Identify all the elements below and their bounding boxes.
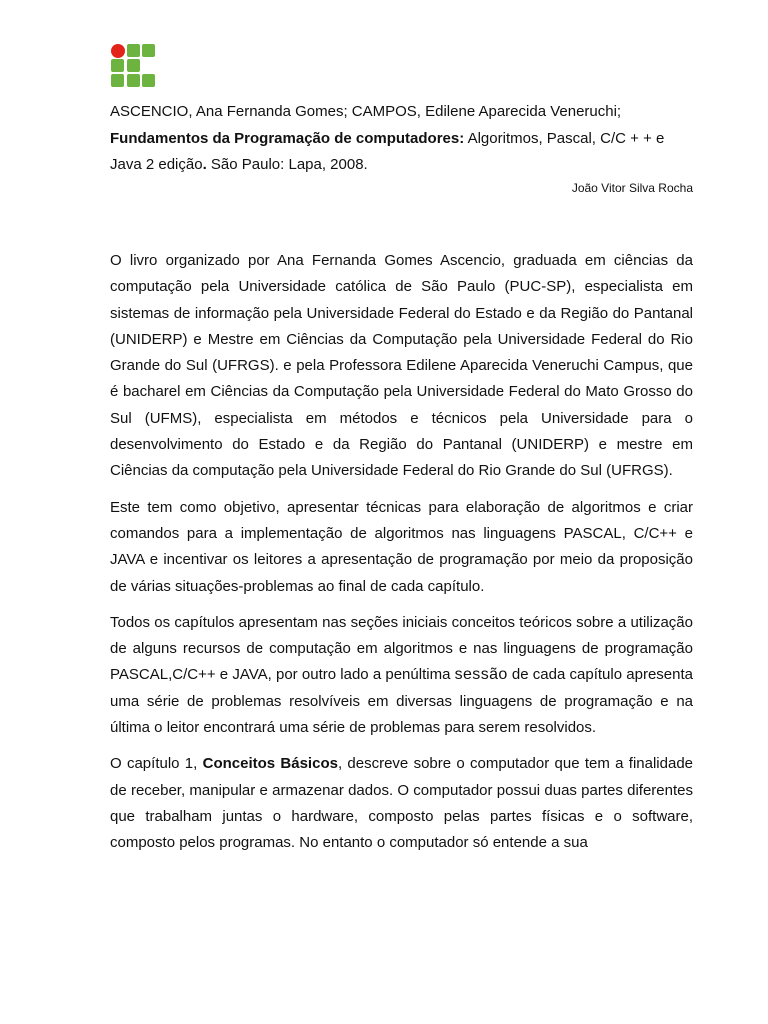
- reference-title: [110, 125, 694, 152]
- reference-subtitle: Algoritmos, Pascal, C/C + + e: [464, 130, 665, 147]
- reference-publisher: São Paulo: Lapa, 2008.: [206, 156, 368, 173]
- paragraph-2: Este tem como objetivo, apresentar técnicas para elaboração de algoritmos e criar comandos para a implementação de algoritmos nas linguagens PASCAL, C/C++ e JAVA e incentivar os leitores a apresentação de programação por meio da proposição de várias situações-problemas ao final de cada capítulo.: [110, 498, 693, 595]
- logo-red-circle: [111, 44, 125, 58]
- logo-cell: [127, 44, 140, 57]
- paragraph-4-text-c: , descreve sobre o computador que tem a finalidade de receber, manipular e armazenar dados. O computador possui duas partes diferentes que trabalham juntas o hardware, composto pelas partes físicas e o software, composto pelos programas. No entanto o computador só entende a sua: [110, 755, 694, 852]
- logo-cell: [127, 59, 140, 72]
- logo-cell: [111, 59, 124, 72]
- paragraph-1: O livro organizado por Ana Fernanda Gomes Ascencio, graduada em ciências da computação pela Universidade católica de São Paulo (PUC-SP), especialista em sistemas de informação pela Universidade Federal do Estado e da Região do Pantanal (UNIDERP) e Mestre em Ciências da Computação pela Universidade Federal do Rio Grande do Sul (UFRGS). e pela Professora Edilene Aparecida Veneruchi Campus, que é bacharel em Ciências da Computação pela Universidade Federal do Mato Grosso do Sul (UFMS), especialista em métodos e técnicos pela Universidade para o desenvolvimento do Estado e da Região do Pantanal (UNIDERP) e mestre em Ciências da computação pela Universidade Federal do Rio Grande do Sul (UFRGS).: [110, 252, 693, 480]
- logo-cell: [111, 74, 124, 87]
- logo-cell: [127, 74, 140, 87]
- review-author: João Vitor Silva Rocha: [571, 181, 693, 195]
- reference-authors-text: ASCENCIO, Ana Fernanda Gomes; CAMPOS, Edilene Aparecida Veneruchi;: [110, 103, 622, 120]
- logo-cell: [142, 74, 155, 87]
- review-body: [110, 248, 693, 867]
- paragraph-3: [110, 610, 693, 741]
- reference-authors: [110, 98, 694, 125]
- reference-edition: [110, 151, 694, 178]
- paragraph-3-text-a: Todos os capítulos apresentam nas seções iniciais conceitos teóricos sobre a utilização de alguns recursos de computação em algoritmos e nas linguagens de programação PASCAL,C/C++ e JAVA, por outro lado a penúltima: [110, 613, 693, 684]
- reference-edition-dot: .: [202, 156, 207, 173]
- paragraph-3-word-sessao: sessão: [454, 666, 508, 684]
- reference-edition-text: Java 2 edição: [110, 156, 203, 173]
- reference-title-bold: Fundamentos da Programação de computadores:: [110, 130, 465, 147]
- paragraph-3-text-c: de cada capítulo apresenta uma série de problemas resolvíveis em diversas linguagens de programação e na última o leitor encontrará uma série de problemas para serem resolvidos.: [110, 666, 693, 737]
- logo-cell: [142, 44, 155, 57]
- institution-logo: [111, 44, 157, 89]
- paragraph-4-text-a: O capítulo 1,: [110, 755, 203, 773]
- paragraph-4: [110, 751, 693, 856]
- paragraph-4-chapter-title: Conceitos Básicos: [202, 755, 338, 773]
